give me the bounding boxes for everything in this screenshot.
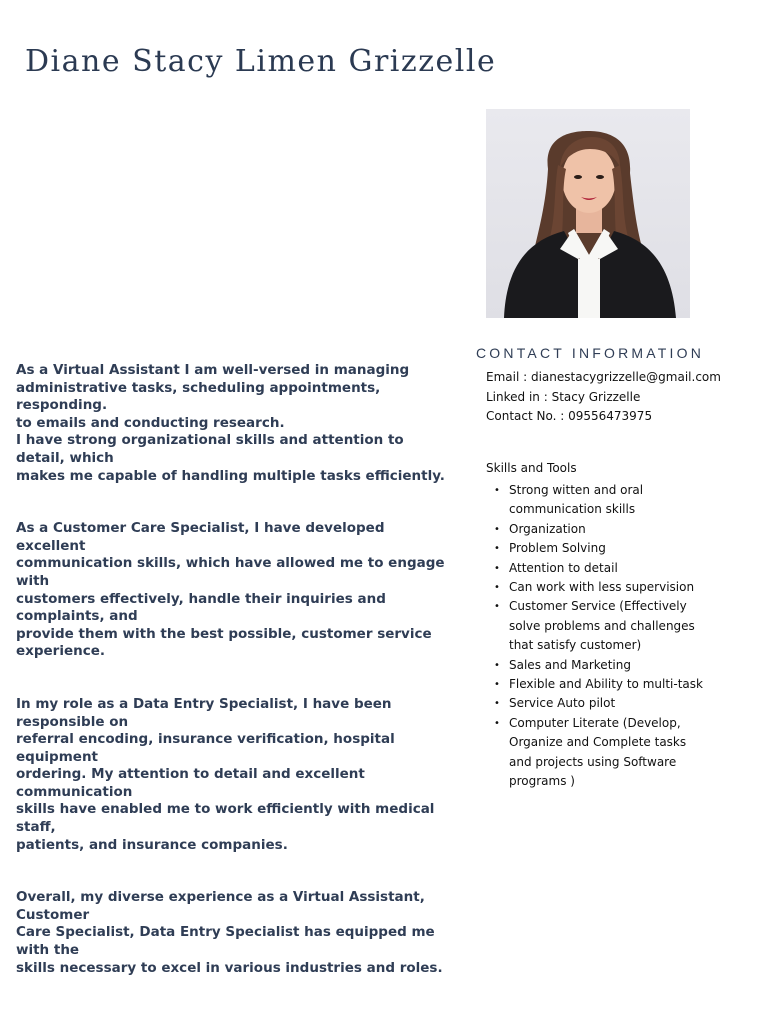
portrait-illustration [486, 109, 690, 318]
contact-email: Email : dianestacygrizzelle@gmail.com [486, 370, 721, 384]
bullet-icon: • [494, 485, 500, 496]
bullet-icon: • [494, 679, 500, 691]
summary-line: referral encoding, insurance verification, hospital equipment [16, 731, 395, 765]
skill-label: Can work with less supervision [509, 580, 695, 595]
summary-line: Overall, my diverse experience as a Virtual Assistant, Customer [16, 889, 425, 923]
skill-label: Flexible and Ability to multi-task [509, 677, 703, 692]
bullet-icon: • [494, 523, 500, 535]
summary-line: to emails and conducting research. [16, 414, 285, 431]
skill-item [494, 559, 708, 578]
summary-paragraph-customer-care [16, 520, 451, 661]
profile-photo [486, 109, 690, 318]
resume-name: Diane Stacy Limen Grizzelle [25, 44, 497, 79]
skills-list [494, 481, 708, 792]
summary-line: skills necessary to excel in various industries and roles. [16, 959, 443, 976]
summary-line: communication skills, which have allowed me to engage with [16, 555, 445, 589]
skill-label: Organization [509, 521, 586, 536]
contact-phone: Contact No. : 09556473975 [486, 409, 653, 423]
summary-line: As a Virtual Assistant I am well-versed in managing [16, 362, 410, 378]
summary-line: administrative tasks, scheduling appointments, responding. [16, 379, 381, 414]
contact-details [486, 368, 721, 427]
skill-label: Strong witten and oral communication skills [509, 483, 644, 517]
summary-line: customers effectively, handle their inquiries and complaints, and [16, 590, 386, 625]
skill-label: Computer Literate (Develop, Organize and Complete tasks and projects using Software programs ) [509, 715, 687, 789]
summary-paragraph-virtual-assistant [16, 362, 451, 485]
summary-line: makes me capable of handling multiple tasks efficiently. [16, 467, 445, 484]
skill-label: Attention to detail [509, 560, 618, 575]
bullet-icon: • [494, 717, 500, 729]
bullet-icon: • [494, 601, 500, 613]
summary-line: ordering. My attention to detail and excellent communication [16, 766, 365, 800]
contact-linkedin: Linked in : Stacy Grizzelle [486, 389, 641, 404]
bullet-icon: • [494, 543, 500, 555]
summary-line: experience. [16, 643, 106, 660]
summary-line: patients, and insurance companies. [16, 836, 288, 853]
skill-item [494, 714, 708, 792]
summary-line: skills have enabled me to work efficiently with medical staff, [16, 801, 435, 836]
bullet-icon: • [494, 582, 500, 594]
summary-line: provide them with the best possible, customer service [16, 625, 432, 642]
summary-paragraph-data-entry [16, 696, 451, 854]
skill-label: Customer Service (Effectively solve problems and challenges that satisfy customer) [509, 599, 695, 653]
skill-item [494, 578, 708, 597]
bullet-icon: • [494, 562, 500, 574]
contact-information-heading: CONTACT INFORMATION [476, 345, 705, 361]
skill-label: Service Auto pilot [509, 696, 616, 711]
bullet-icon: • [494, 659, 500, 671]
summary-line: Care Specialist, Data Entry Specialist has equipped me with the [16, 924, 435, 959]
skill-label: Problem Solving [509, 541, 606, 556]
skill-item [494, 597, 708, 655]
skill-item [494, 539, 708, 558]
summary-paragraph-overall [16, 889, 451, 977]
bullet-icon: • [494, 698, 500, 710]
skills-heading: Skills and Tools [486, 461, 577, 475]
summary-line: In my role as a Data Entry Specialist, I have been responsible on [16, 695, 392, 730]
skill-item [494, 675, 708, 694]
skill-label: Sales and Marketing [509, 657, 631, 672]
summary-line: As a Customer Care Specialist, I have developed excellent [16, 520, 385, 554]
skill-item [494, 694, 708, 713]
professional-summary [16, 362, 451, 1012]
skill-item [494, 520, 708, 539]
skill-item [494, 481, 708, 520]
skill-item [494, 656, 708, 675]
summary-line: I have strong organizational skills and attention to detail, which [16, 432, 404, 466]
